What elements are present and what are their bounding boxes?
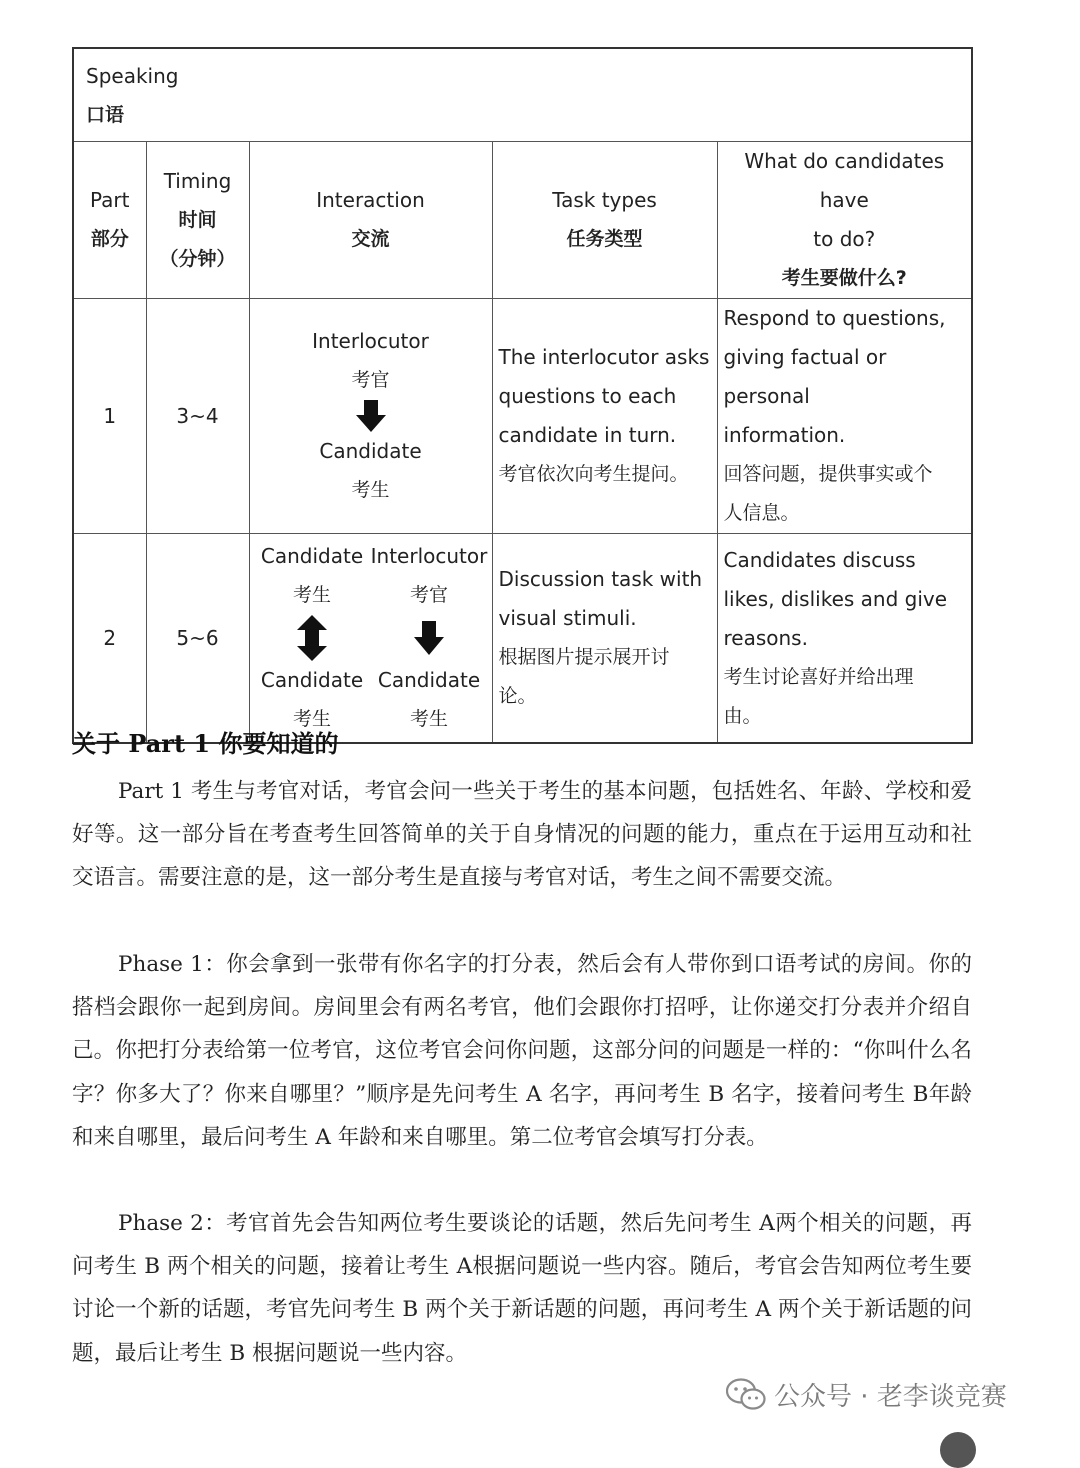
row2-todo bbox=[717, 534, 972, 744]
row1-task-zh: 考官依次向考生提问。 bbox=[498, 463, 689, 485]
row2-left-top-zh: 考生 bbox=[292, 584, 331, 606]
header-task-zh: 任务类型 bbox=[566, 228, 643, 250]
table-title-zh: 口语 bbox=[86, 104, 125, 126]
row1-to-en: Candidate bbox=[319, 439, 422, 463]
watermark-text: 公众号 · 老李谈竞赛 bbox=[774, 1382, 1007, 1412]
row2-part: 2 bbox=[73, 534, 146, 744]
row1-task-line: candidate in turn. bbox=[498, 423, 677, 447]
row1-task-line: questions to each bbox=[498, 384, 677, 408]
row2-right-top-en: Interlocutor bbox=[370, 544, 488, 568]
row1-timing: 3~4 bbox=[146, 299, 249, 534]
row2-task bbox=[492, 534, 717, 744]
row2-left-bottom-zh: 考生 bbox=[292, 708, 331, 730]
row2-timing: 5~6 bbox=[146, 534, 249, 744]
row2-right-top-zh: 考官 bbox=[409, 584, 448, 606]
row2-todo-line: likes, dislikes and give bbox=[723, 586, 948, 611]
row1-interaction bbox=[249, 299, 492, 534]
row2-interaction bbox=[249, 534, 492, 744]
header-interaction bbox=[249, 142, 492, 299]
row1-todo-zh: 回答问题，提供事实或个 bbox=[723, 463, 933, 485]
header-timing-zh: 时间 bbox=[178, 208, 217, 231]
row1-task bbox=[492, 299, 717, 534]
down-arrow-icon bbox=[413, 615, 445, 661]
row2-task-zh: 论。 bbox=[498, 685, 537, 707]
header-part-zh: 部分 bbox=[90, 228, 129, 250]
row1-task-line: The interlocutor asks bbox=[498, 345, 710, 369]
row1-from-en: Interlocutor bbox=[312, 329, 429, 353]
down-arrow-icon bbox=[355, 400, 387, 432]
header-timing-en: Timing bbox=[163, 168, 232, 193]
section-heading: 关于 Part 1 你要知道的 bbox=[72, 729, 339, 758]
header-todo-zh: 考生要做什么? bbox=[781, 267, 907, 289]
header-task bbox=[492, 142, 717, 299]
header-timing bbox=[146, 142, 249, 299]
header-part-en: Part bbox=[90, 188, 130, 212]
header-todo-en-2: to do? bbox=[813, 227, 876, 251]
header-task-en: Task types bbox=[552, 188, 657, 212]
double-arrow-icon bbox=[296, 615, 328, 661]
paragraph-phase2: Phase 2：考官首先会告知两位考生要谈论的话题，然后先问考生 A两个相关的问题，再问考生 B 两个相关的问题，接着让考生 A根据问题说一些内容。随后，考官会告知两位考生要讨论一个新的话题，考官先问考生 B 两个关于新话题的问题，再问考生 A 两个关于新话题的问题，最后让考生 B 根据问题说一些内容。 bbox=[72, 1211, 972, 1366]
row2-left-bottom-en: Candidate bbox=[260, 668, 364, 692]
row2-task-zh: 根据图片提示展开讨 bbox=[498, 646, 670, 668]
paragraph-phase1: Phase 1：你会拿到一张带有你名字的打分表，然后会有人带你到口语考试的房间。你的搭档会跟你一起到房间。房间里会有两名考官，他们会跟你打招呼，让你递交打分表并介绍自己。你把打分表给第一位考官，这位考官会问你问题，这部分问的问题是一样的：“你叫什么名字？你多大了？你来自哪里？”顺序是先问考生 A 名字，再问考生 B 名字，接着问考生 B年龄和来自哪里，最后问考生 A 年龄和来自哪里。第二位考官会填写打分表。 bbox=[72, 952, 972, 1150]
row2-right-bottom-en: Candidate bbox=[377, 668, 481, 692]
table-row bbox=[73, 534, 972, 744]
header-part bbox=[73, 142, 146, 299]
row2-todo-line: reasons. bbox=[723, 625, 808, 650]
row2-right-flow bbox=[371, 537, 488, 739]
header-interaction-en: Interaction bbox=[316, 188, 425, 212]
row1-todo-line: information. bbox=[723, 423, 846, 447]
table-header-row bbox=[73, 142, 972, 299]
paragraph-part1-intro: Part 1 考生与考官对话，考官会问一些关于考生的基本问题，包括姓名、年龄、学校和爱好等。这一部分旨在考查考生回答简单的关于自身情况的问题的能力，重点在于运用互动和社交语言。需要注意的是，这一部分考生是直接与考官对话，考生之间不需要交流。 bbox=[72, 779, 972, 891]
header-todo bbox=[717, 142, 972, 299]
header-timing-unit: （分钟） bbox=[159, 247, 236, 270]
row2-todo-line: Candidates discuss bbox=[723, 547, 916, 572]
row1-todo bbox=[717, 299, 972, 534]
row1-part: 1 bbox=[73, 299, 146, 534]
header-todo-en-1: What do candidates have bbox=[744, 149, 945, 212]
watermark bbox=[726, 1376, 1007, 1413]
table-row bbox=[73, 299, 972, 534]
header-interaction-zh: 交流 bbox=[351, 228, 390, 250]
speaking-table bbox=[72, 47, 973, 744]
row2-todo-zh: 由。 bbox=[723, 704, 762, 727]
wechat-icon bbox=[726, 1378, 766, 1412]
row1-to-zh: 考生 bbox=[351, 479, 390, 501]
row1-todo-zh: 人信息。 bbox=[723, 502, 800, 524]
table-title-cell bbox=[73, 48, 972, 142]
row2-task-line: visual stimuli. bbox=[498, 606, 637, 630]
row2-todo-zh: 考生讨论喜好并给出理 bbox=[723, 665, 914, 688]
row1-todo-line: giving factual or personal bbox=[723, 345, 887, 408]
row1-todo-line: Respond to questions, bbox=[723, 306, 946, 330]
corner-decoration bbox=[940, 1432, 976, 1468]
row2-right-bottom-zh: 考生 bbox=[409, 708, 448, 730]
row1-from-zh: 考官 bbox=[351, 369, 390, 391]
row2-left-top-en: Candidate bbox=[260, 544, 364, 568]
row2-left-flow bbox=[254, 537, 371, 739]
row2-task-line: Discussion task with bbox=[498, 567, 703, 591]
table-title-en: Speaking bbox=[86, 64, 179, 88]
